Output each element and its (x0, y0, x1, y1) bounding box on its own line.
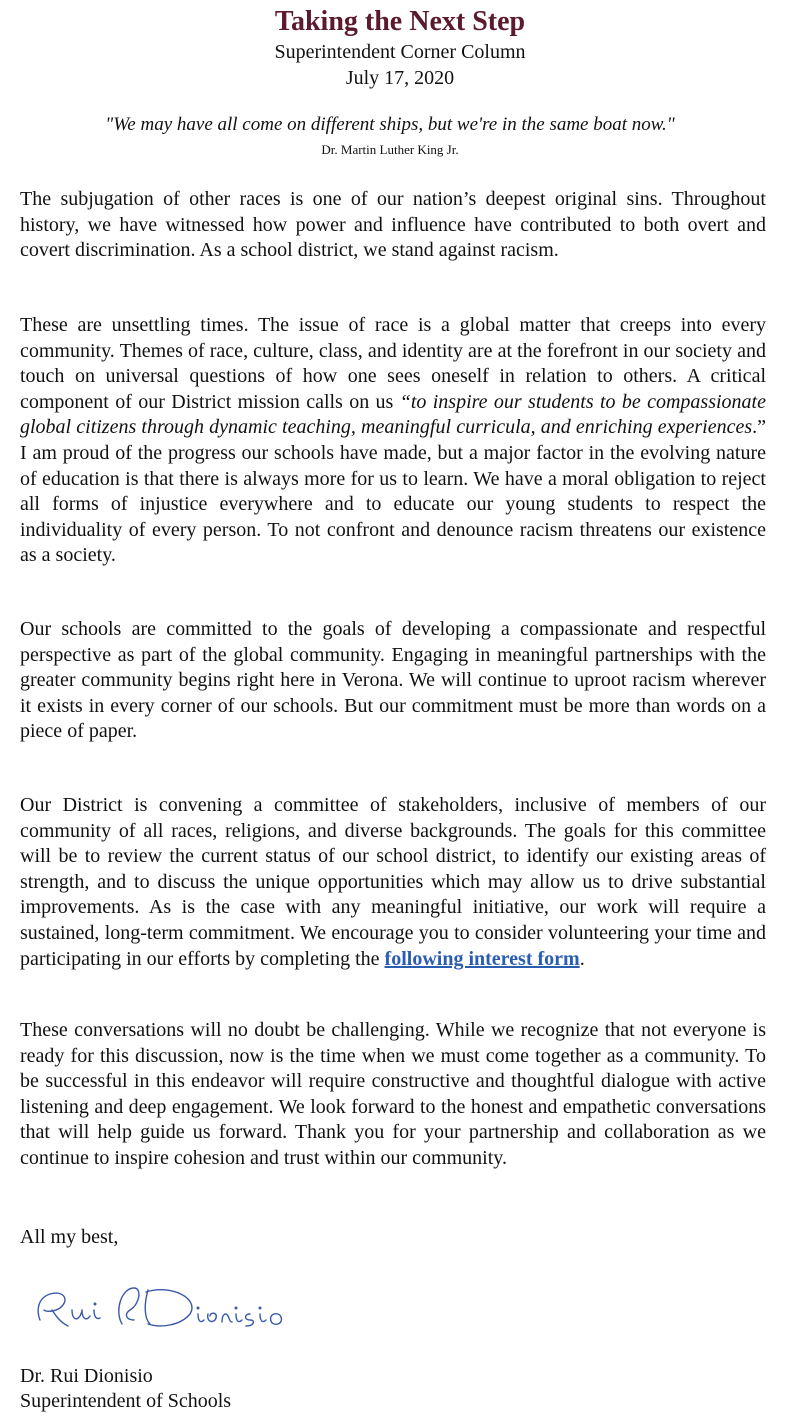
paragraph-4-intro: Our District is convening a committee of stakeholders, inclusive of members of our community of all races, religions, and diverse backgrounds. The goals for this committee will be to review the current status of our school district, to identify our existing areas of strength, and to discuss the unique opportunities which may allow us to drive substantial improvements. As is the case with any meaningful initiative, our work will require a sustained, long-term commitment. We encourage you to consider volunteering your time and participating in our efforts by completing the (20, 794, 766, 970)
paragraph-4-end: . (579, 947, 585, 970)
signer-name: Dr. Rui Dionisio (20, 1365, 153, 1387)
paragraph-2-rest: .” I am proud of the progress our schools have made, but a major factor in the evolving nature of education is that there is always more for us to learn. We have a moral obligation to reject all forms of injustice everywhere and to educate our young students to respect the individuality of every person. To not confront and denounce racism threatens our existence as a society. (20, 416, 766, 567)
paragraph-4-text (20, 793, 766, 972)
closing-salutation: All my best, (20, 1226, 119, 1248)
paragraph-2-intro: These are unsettling times. The issue of race is a global matter that creeps into every community. Themes of race, culture, class, and identity are at the forefront in our society and touch on universal questions of how one sees oneself in relation to others. A critical component of our District mission calls on us (20, 314, 766, 413)
signer-title: Superintendent of Schools (20, 1390, 232, 1412)
paragraph-3 (20, 617, 766, 745)
paragraph-1 (20, 187, 766, 264)
paragraph-2-text (20, 313, 766, 569)
mission-statement: “to inspire our students to be compassionate global citizens through dynamic teaching, meaningful curricula, and enriching experiences (20, 390, 766, 439)
epigraph-author: Dr. Martin Luther King Jr. (321, 142, 459, 157)
interest-form-link[interactable]: following interest form (384, 947, 580, 970)
publish-date: July 17, 2020 (345, 67, 455, 89)
paragraph-4 (20, 793, 766, 972)
epigraph-quote: "We may have all come on different ships, but we're in the same boat now." (105, 114, 675, 135)
handwritten-signature (30, 1280, 330, 1340)
paragraph-1-text: The subjugation of other races is one of our nation’s deepest original sins. Throughout history, we have witnessed how power and influence have contributed to both overt and covert discrimination. As a school district, we stand against racism. (20, 188, 766, 262)
paragraph-5 (20, 1018, 766, 1172)
page-title: Taking the Next Step (274, 6, 526, 37)
page-subtitle: Superintendent Corner Column (274, 41, 526, 63)
paragraph-5-text: These conversations will no doubt be challenging. While we recognize that not everyone is ready for this discussion, now is the time when we must come together as a community. To be successful in this endeavor will require constructive and thoughtful dialogue with active listening and deep engagement. We look forward to the honest and empathetic conversations that will help guide us forward. Thank you for your partnership and collaboration as we continue to inspire cohesion and trust within our community. (20, 1019, 766, 1169)
paragraph-2 (20, 313, 766, 569)
paragraph-3-text: Our schools are committed to the goals of developing a compassionate and respectful perspective as part of the global community. Engaging in meaningful partnerships with the greater community begins right here in Verona. We will continue to uproot racism wherever it exists in every corner of our schools. But our commitment must be more than words on a piece of paper. (20, 618, 766, 743)
